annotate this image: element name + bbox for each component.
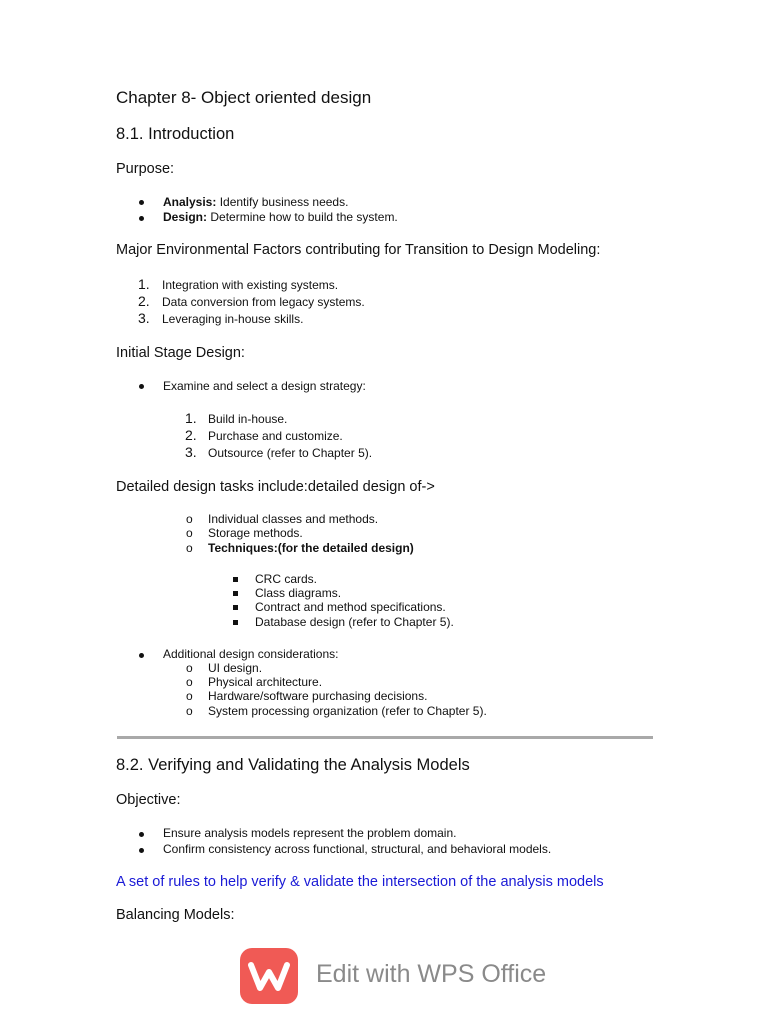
additional-item: Hardware/software purchasing decisions. <box>208 689 428 703</box>
env-item: Leveraging in-house skills. <box>162 312 304 326</box>
bullet-dot <box>139 832 144 837</box>
additional-item: UI design. <box>208 661 263 675</box>
technique-item: Contract and method specifications. <box>255 600 446 614</box>
technique-item: Database design (refer to Chapter 5). <box>255 615 454 629</box>
section-8-1-title: 8.1. Introduction <box>116 125 235 143</box>
wps-logo-glyph <box>240 948 298 1004</box>
desc-design: Determine how to build the system. <box>207 210 398 224</box>
circle-bullet: o <box>186 704 193 718</box>
initial-bullet: Examine and select a design strategy: <box>163 379 366 393</box>
detailed-tasks-heading: Detailed design tasks include:detailed design of-> <box>116 479 435 495</box>
circle-bullet: o <box>186 526 193 540</box>
section-8-2-title: 8.2. Verifying and Validating the Analysis Models <box>116 756 470 774</box>
list-number: 3. <box>185 444 197 460</box>
square-bullet <box>233 577 238 582</box>
purpose-item-analysis <box>163 195 348 210</box>
edit-with-wps-link[interactable]: Edit with WPS Office <box>316 960 547 988</box>
purpose-heading: Purpose: <box>116 161 175 177</box>
strategy-item: Purchase and customize. <box>208 429 343 443</box>
desc-analysis: Identify business needs. <box>216 195 349 209</box>
list-number: 2. <box>138 293 150 309</box>
list-number: 1. <box>138 276 150 292</box>
objective-item: Confirm consistency across functional, structural, and behavioral models. <box>163 842 552 856</box>
additional-bullet: Additional design considerations: <box>163 647 339 661</box>
env-item: Integration with existing systems. <box>162 278 339 292</box>
circle-bullet: o <box>186 512 193 526</box>
term-analysis: Analysis: <box>163 195 217 209</box>
square-bullet <box>233 620 238 625</box>
detailed-item-techniques: Techniques:(for the detailed design) <box>208 541 414 555</box>
list-number: 2. <box>185 427 197 443</box>
circle-bullet: o <box>186 541 193 555</box>
bullet-dot <box>139 653 144 658</box>
detailed-item: Storage methods. <box>208 526 303 540</box>
circle-bullet: o <box>186 689 193 703</box>
additional-item: Physical architecture. <box>208 675 323 689</box>
circle-bullet: o <box>186 675 193 689</box>
bullet-dot <box>139 384 144 389</box>
technique-item: Class diagrams. <box>255 586 342 600</box>
list-number: 1. <box>185 410 197 426</box>
chapter-title: Chapter 8- Object oriented design <box>116 88 372 107</box>
rules-text: A set of rules to help verify & validate the intersection of the analysis models <box>116 874 604 890</box>
horizontal-rule <box>117 736 653 739</box>
strategy-item: Outsource (refer to Chapter 5). <box>208 446 373 460</box>
detailed-item: Individual classes and methods. <box>208 512 379 526</box>
objective-item: Ensure analysis models represent the problem domain. <box>163 826 457 840</box>
bullet-dot <box>139 216 144 221</box>
bullet-dot <box>139 200 144 205</box>
wps-logo-icon[interactable] <box>240 948 298 1004</box>
purpose-item-design <box>163 210 398 225</box>
env-item: Data conversion from legacy systems. <box>162 295 365 309</box>
initial-stage-heading: Initial Stage Design: <box>116 345 245 361</box>
list-number: 3. <box>138 310 150 326</box>
bullet-dot <box>139 848 144 853</box>
square-bullet <box>233 605 238 610</box>
term-design: Design: <box>163 210 208 224</box>
env-factors-heading: Major Environmental Factors contributing for Transition to Design Modeling: <box>116 242 601 258</box>
circle-bullet: o <box>186 661 193 675</box>
additional-item: System processing organization (refer to Chapter 5). <box>208 704 487 718</box>
technique-item: CRC cards. <box>255 572 318 586</box>
square-bullet <box>233 591 238 596</box>
objective-heading: Objective: <box>116 792 181 808</box>
balancing-heading: Balancing Models: <box>116 907 235 923</box>
strategy-item: Build in-house. <box>208 412 288 426</box>
